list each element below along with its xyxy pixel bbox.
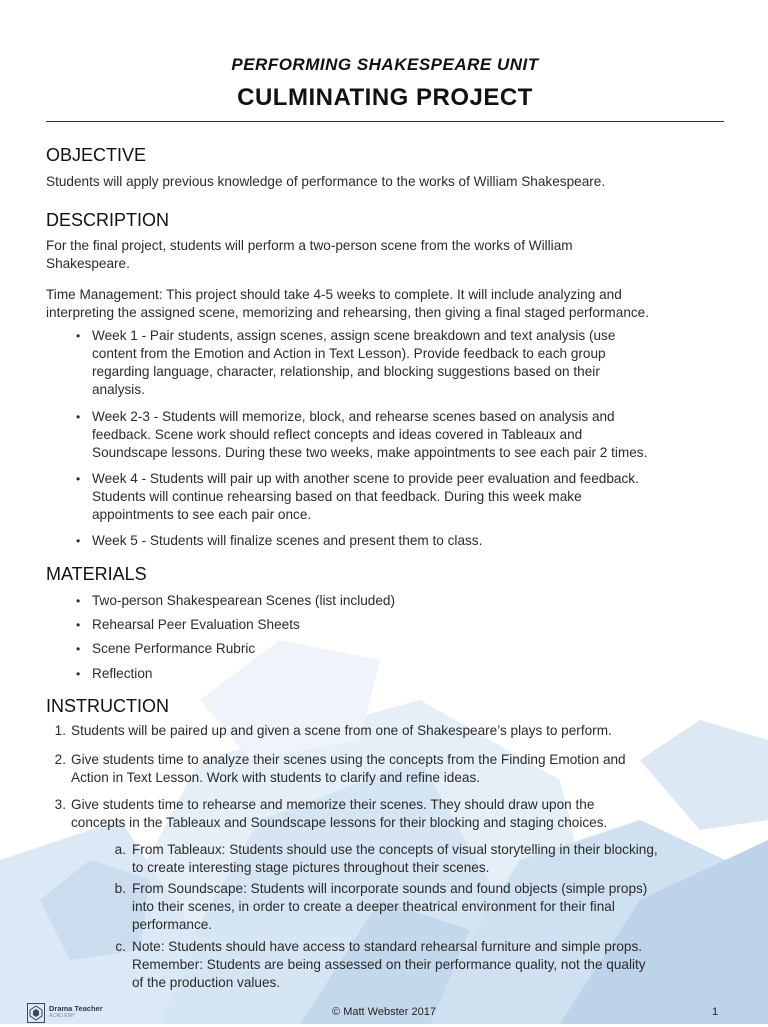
list-item-text (92, 408, 647, 462)
list-item-text (92, 470, 639, 524)
text-line: analysis. (92, 382, 145, 397)
substep-letter: b. (114, 881, 126, 896)
instruction-heading: INSTRUCTION (46, 696, 169, 716)
bullet-icon: • (76, 642, 81, 656)
list-item-text: Two-person Shakespearean Scenes (list included) (92, 593, 396, 608)
bullet-icon: • (76, 667, 81, 681)
text-line: Give students time to rehearse and memorize their scenes. They should draw upon the (71, 797, 595, 812)
page-number: 1 (712, 1006, 719, 1018)
bullet-icon: • (76, 472, 81, 486)
logo-text: Drama Teacher (49, 1004, 103, 1013)
step-text (71, 751, 626, 787)
list-item-text: Rehearsal Peer Evaluation Sheets (92, 617, 300, 632)
page-title: CULMINATING PROJECT (237, 84, 533, 111)
substep-text (132, 938, 646, 992)
substep-letter: a. (114, 842, 126, 857)
text-line: Note: Students should have access to standard rehearsal furniture and simple props. (132, 939, 643, 954)
bullet-icon: • (76, 329, 81, 343)
description-paragraph-2 (46, 286, 722, 322)
copyright-notice: © Matt Webster 2017 (332, 1006, 436, 1018)
substep-letter: c. (115, 939, 126, 954)
bullet-icon: • (76, 410, 81, 424)
text-line: content from the Emotion and Action in Text Lesson). Provide feedback to each group (92, 346, 606, 361)
bullet-icon: • (76, 594, 81, 608)
step-text (71, 722, 612, 740)
text-line: Week 4 - Students will pair up with another scene to provide peer evaluation and feedback. (92, 471, 639, 486)
description-heading: DESCRIPTION (46, 210, 170, 230)
bullet-icon: • (76, 618, 81, 632)
substep-text (132, 841, 658, 877)
text-line: Remember: Students are being assessed on their performance quality, not the quality (132, 957, 646, 972)
text-line: feedback. Scene work should reflect concepts and ideas covered in Tableaux and (92, 427, 583, 442)
text-line: Give students time to analyze their scenes using the concepts from the Finding Emotion and (71, 752, 626, 767)
bullet-icon: • (76, 534, 81, 548)
text-line: into their scenes, in order to create a deeper theatrical environment for their final (132, 899, 615, 914)
text-line: Shakespeare. (46, 256, 130, 271)
text-line: appointments to see each pair once. (92, 507, 312, 522)
text-line: Week 5 - Students will finalize scenes and present them to class. (92, 533, 483, 548)
substep-text (132, 880, 647, 934)
text-line: Students will be paired up and given a scene from one of Shakespeare’s plays to perform. (71, 723, 612, 738)
text-line: of the production values. (132, 975, 281, 990)
text-line: to create interesting stage pictures throughout their scenes. (132, 860, 490, 875)
text-line: Soundscape lessons. During these two weeks, make appointments to see each pair 2 times. (92, 445, 648, 460)
objective-text: Students will apply previous knowledge of performance to the works of William Shakespeare. (46, 174, 606, 189)
text-line: From Soundscape: Students will incorporate sounds and found objects (simple props) (132, 881, 648, 896)
text-line: Action in Text Lesson. Work with students to clarify and refine ideas. (71, 770, 481, 785)
step-number: 1. (54, 723, 66, 738)
title-divider (46, 121, 724, 122)
text-line: For the final project, students will perform a two-person scene from the works of William (46, 238, 573, 253)
text-line: performance. (132, 917, 213, 932)
logo-subtext: ACAD EMY (49, 1013, 76, 1019)
step-text (71, 796, 607, 832)
list-item-text: Reflection (92, 666, 153, 681)
unit-title: PERFORMING SHAKESPEARE UNIT (231, 55, 539, 74)
text-line: concepts in the Tableaux and Soundscape lessons for their blocking and staging choices. (71, 815, 608, 830)
step-number: 3. (54, 797, 66, 812)
objective-heading: OBJECTIVE (46, 145, 147, 165)
text-line: From Tableaux: Students should use the concepts of visual storytelling in their blocking, (132, 842, 658, 857)
list-item-text: Scene Performance Rubric (92, 641, 256, 656)
list-item-text (92, 327, 615, 399)
text-line: Week 2-3 - Students will memorize, block, and rehearse scenes based on analysis and (92, 409, 615, 424)
text-line: Students will continue rehearsing based on that feedback. During this week make (92, 489, 582, 504)
materials-heading: MATERIALS (46, 564, 147, 584)
step-number: 2. (54, 752, 66, 767)
text-line: interpreting the assigned scene, memorizing and rehearsing, then giving a final staged performance. (46, 305, 650, 320)
text-line: Time Management: This project should take 4-5 weeks to complete. It will include analyzing and (46, 287, 622, 302)
description-paragraph-1 (46, 237, 722, 273)
text-line: Week 1 - Pair students, assign scenes, assign scene breakdown and text analysis (use (92, 328, 616, 343)
text-line: regarding language, character, relationship, and blocking suggestions based on their (92, 364, 600, 379)
list-item-text (92, 532, 482, 550)
